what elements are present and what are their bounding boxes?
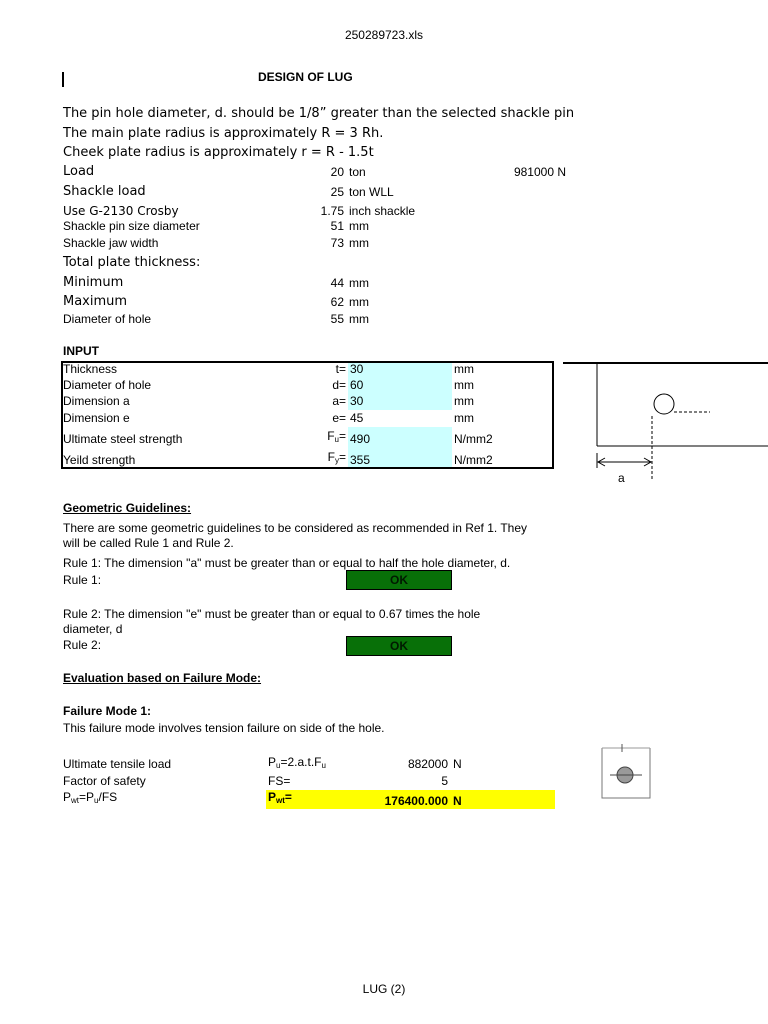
input-symbol-fu: $F_u=$ xyxy=(327,429,346,444)
failure-mode-1-description: This failure mode involves tension failure on side of the hole. xyxy=(63,721,385,735)
input-value-dim-a[interactable]: 30 xyxy=(350,394,364,408)
note-cheek-plate: Cheek plate radius is approximately r = R - 1.5t xyxy=(63,145,374,160)
input-symbol-fy: $F_y=$ xyxy=(327,450,346,465)
input-symbol-e: e= xyxy=(332,411,346,425)
maximum-label: Maximum xyxy=(63,294,128,309)
pwt-result-value: 176400.000 xyxy=(384,794,448,808)
text-cursor xyxy=(62,72,64,87)
pin-size-label: Shackle pin size diameter xyxy=(63,219,200,233)
maximum-unit: mm xyxy=(349,295,369,309)
minimum-unit: mm xyxy=(349,276,369,290)
note-main-plate: The main plate radius is approximately R = 3 Rh. xyxy=(63,126,384,141)
input-unit-ultimate: N/mm2 xyxy=(454,432,493,446)
input-value-ultimate[interactable]: 490 xyxy=(350,432,371,446)
page-title: DESIGN OF LUG xyxy=(258,70,353,84)
pwt-definition-label: $P_{wt}=P_u/FS$ xyxy=(63,790,118,805)
input-unit-thickness: mm xyxy=(454,362,474,376)
failure-mode-1-heading: Failure Mode 1: xyxy=(63,704,152,718)
load-label: Load xyxy=(63,164,95,179)
input-value-diameter[interactable]: 60 xyxy=(350,378,364,392)
rule2-text-2: diameter, d xyxy=(63,622,123,636)
file-name: 250289723.xls xyxy=(344,28,424,42)
hole-diameter-unit: mm xyxy=(349,312,369,326)
input-unit-dim-e: mm xyxy=(454,411,474,425)
input-symbol-a: a= xyxy=(332,394,346,408)
diagram-pin-hole xyxy=(654,394,674,414)
load-value-newton: 981000 N xyxy=(513,165,566,179)
input-table xyxy=(61,361,554,469)
rule2-label: Rule 2: xyxy=(63,638,102,652)
geometric-intro-1: There are some geometric guidelines to be considered as recommended in Ref 1. They xyxy=(63,521,528,535)
minimum-label: Minimum xyxy=(63,275,124,290)
failure-mode-1-illustration xyxy=(596,742,656,804)
maximum-value: 62 xyxy=(330,295,344,309)
pwt-result-formula: $P_{wt}=$ xyxy=(268,790,292,805)
rule1-status-badge: OK xyxy=(346,570,452,590)
pin-size-unit: mm xyxy=(349,219,369,233)
rule2-text-1: Rule 2: The dimension "e" must be greater than or equal to 0.67 times the hole xyxy=(63,607,481,621)
shackle-load-value: 25 xyxy=(330,185,344,199)
use-shackle-unit: inch shackle xyxy=(349,204,416,218)
pin-size-value: 51 xyxy=(330,219,344,233)
rule2-status-badge: OK xyxy=(346,636,452,656)
input-label-ultimate: Ultimate steel strength xyxy=(63,432,183,446)
use-shackle-value: 1.75 xyxy=(320,204,344,218)
input-label-yield: Yeild strength xyxy=(63,453,136,467)
ultimate-tensile-label: Ultimate tensile load xyxy=(63,757,172,771)
input-value-dim-e[interactable]: 45 xyxy=(350,411,364,425)
jaw-width-value: 73 xyxy=(330,236,344,250)
ultimate-tensile-value: 882000 xyxy=(407,757,448,771)
shackle-load-label: Shackle load xyxy=(63,184,146,199)
rule1-text: Rule 1: The dimension "a" must be greater than or equal to half the hole diameter, d. xyxy=(63,556,511,570)
factor-of-safety-formula: FS= xyxy=(268,774,291,788)
input-label-diameter: Diameter of hole xyxy=(63,378,152,392)
shackle-load-unit: ton WLL xyxy=(349,185,394,199)
geometric-heading: Geometric Guidelines: xyxy=(63,501,192,515)
lug-dimension-diagram xyxy=(560,355,768,490)
minimum-value: 44 xyxy=(330,276,344,290)
total-thickness-label: Total plate thickness: xyxy=(63,255,201,270)
sheet-tab-label: LUG (2) xyxy=(362,982,406,996)
input-label-dim-e: Dimension e xyxy=(63,411,130,425)
rule1-label: Rule 1: xyxy=(63,573,102,587)
note-pin-hole: The pin hole diameter, d. should be 1/8” greater than the selected shackle pin xyxy=(63,106,575,121)
input-symbol-t: t= xyxy=(335,362,346,376)
hole-diameter-value: 55 xyxy=(330,312,344,326)
load-value: 20 xyxy=(330,165,344,179)
load-unit: ton xyxy=(349,165,366,179)
input-cell-bg-top xyxy=(348,363,452,410)
ultimate-tensile-unit: N xyxy=(453,757,462,771)
input-unit-diameter: mm xyxy=(454,378,474,392)
ultimate-tensile-formula: $P_u=2.a.t.F_u$ xyxy=(268,755,326,770)
factor-of-safety-label: Factor of safety xyxy=(63,774,146,788)
input-label-dim-a: Dimension a xyxy=(63,394,130,408)
input-value-yield[interactable]: 355 xyxy=(350,453,371,467)
evaluation-heading: Evaluation based on Failure Mode: xyxy=(63,671,262,685)
input-value-thickness[interactable]: 30 xyxy=(350,362,364,376)
geometric-intro-2: will be called Rule 1 and Rule 2. xyxy=(63,536,234,550)
input-heading: INPUT xyxy=(63,344,99,358)
input-label-thickness: Thickness xyxy=(63,362,118,376)
jaw-width-unit: mm xyxy=(349,236,369,250)
hole-diameter-label: Diameter of hole xyxy=(63,312,152,326)
input-symbol-d: d= xyxy=(332,378,346,392)
jaw-width-label: Shackle jaw width xyxy=(63,236,159,250)
input-unit-dim-a: mm xyxy=(454,394,474,408)
pwt-result-unit: N xyxy=(453,794,462,808)
use-shackle-label: Use G-2130 Crosby xyxy=(63,204,179,218)
diagram-dim-a-label: a xyxy=(618,471,625,485)
factor-of-safety-value: 5 xyxy=(441,774,448,788)
input-unit-yield: N/mm2 xyxy=(454,453,493,467)
